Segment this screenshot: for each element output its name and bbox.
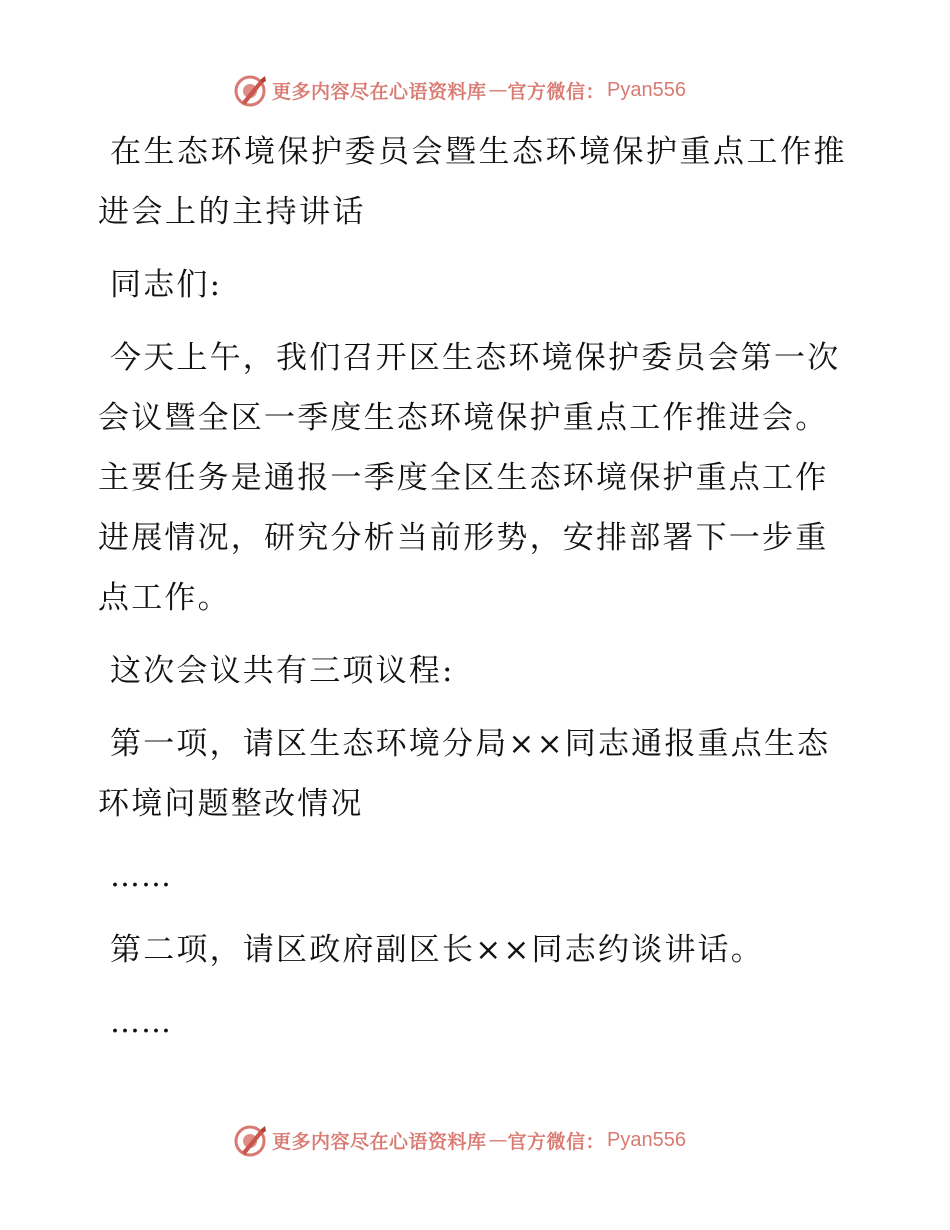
brand-separator: — — [488, 79, 508, 101]
ellipsis-1: …… — [110, 859, 172, 894]
footer-watermark — [232, 1120, 712, 1160]
wechat-id: Pyan556 — [607, 78, 686, 101]
brand-separator: — — [488, 1129, 508, 1151]
wechat-id: Pyan556 — [607, 1128, 686, 1151]
greeting: 同志们: — [110, 267, 223, 303]
document-title: 在生态环境保护委员会暨生态环境保护重点工作推进会上的主持讲话 — [98, 134, 847, 230]
document-body — [98, 122, 858, 1066]
brand-logo-icon — [232, 1122, 268, 1158]
agenda-item-2: 第二项，请区政府副区长××同志约谈讲话。 — [110, 932, 764, 968]
agenda-item-1: 第一项，请区生态环境分局××同志通报重点生态环境问题整改情况 — [98, 726, 831, 822]
wechat-label: 官方微信： — [507, 80, 606, 103]
wechat-label: 官方微信： — [507, 1130, 606, 1153]
agenda-intro: 这次会议共有三项议程: — [110, 653, 455, 689]
header-watermark — [232, 70, 712, 110]
ellipsis-2: …… — [110, 1005, 172, 1040]
brand-text: 更多内容尽在心语资料库 — [272, 80, 487, 103]
brand-text: 更多内容尽在心语资料库 — [272, 1130, 487, 1153]
intro-paragraph: 今天上午，我们召开区生态环境保护委员会第一次会议暨全区一季度生态环境保护重点工作推进会。主要任务是通报一季度全区生态环境保护重点工作进展情况，研究分析当前形势，安排部署下一步重点工作。 — [98, 340, 841, 616]
brand-logo-icon — [232, 72, 268, 108]
